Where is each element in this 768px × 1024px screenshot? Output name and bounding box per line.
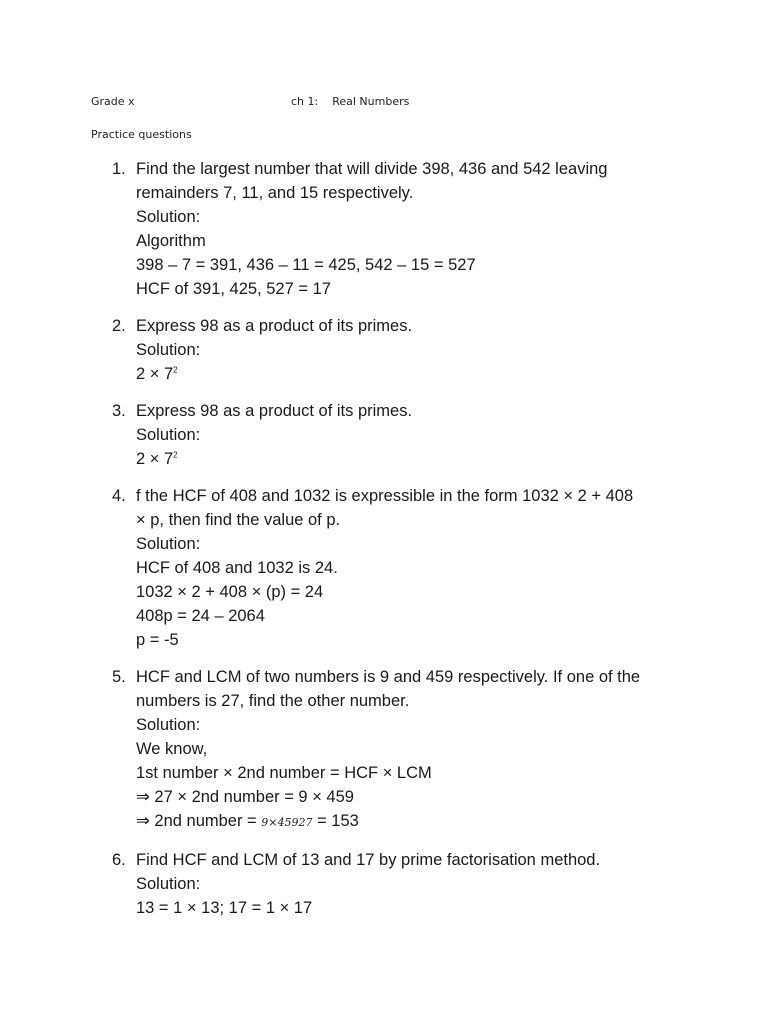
question-text: Express 98 as a product of its primes. bbox=[136, 402, 413, 420]
question-list bbox=[112, 157, 672, 933]
solution-line: We know, bbox=[136, 740, 208, 758]
question-number: 2. bbox=[112, 317, 126, 335]
solution-line: 1st number × 2nd number = HCF × LCM bbox=[136, 764, 432, 782]
question-number: 4. bbox=[112, 487, 126, 505]
answer-base: 2 × 7 bbox=[136, 365, 174, 383]
solution-label: Solution: bbox=[136, 341, 201, 359]
solution-line: 13 = 1 × 13; 17 = 1 × 17 bbox=[136, 899, 313, 917]
question-number: 6. bbox=[112, 851, 126, 869]
question-text: Express 98 as a product of its primes. bbox=[136, 317, 413, 335]
solution-label: Solution: bbox=[136, 875, 201, 893]
question-text: remainders 7, 11, and 15 respectively. bbox=[136, 184, 414, 202]
question-number: 5. bbox=[112, 668, 126, 686]
question-1 bbox=[112, 157, 672, 301]
question-number: 3. bbox=[112, 402, 126, 420]
solution-answer bbox=[136, 447, 672, 471]
question-text: Find HCF and LCM of 13 and 17 by prime factorisation method. bbox=[136, 851, 601, 869]
chapter-title: ch 1: Real Numbers bbox=[291, 95, 410, 108]
question-2 bbox=[112, 314, 672, 386]
line-prefix: ⇒ 2nd number = bbox=[136, 812, 262, 830]
solution-line: ⇒ 27 × 2nd number = 9 × 459 bbox=[136, 788, 354, 806]
question-text: × p, then find the value of p. bbox=[136, 511, 341, 529]
solution-line: Algorithm bbox=[136, 232, 206, 250]
solution-line: 1032 × 2 + 408 × (p) = 24 bbox=[136, 583, 324, 601]
answer-exponent: 2 bbox=[173, 365, 178, 375]
question-text: Find the largest number that will divide 398, 436 and 542 leaving bbox=[136, 160, 608, 178]
solution-answer bbox=[136, 362, 672, 386]
solution-line bbox=[136, 809, 672, 835]
question-text: f the HCF of 408 and 1032 is expressible in the form 1032 × 2 + 408 bbox=[136, 487, 634, 505]
solution-label: Solution: bbox=[136, 535, 201, 553]
question-text: HCF and LCM of two numbers is 9 and 459 respectively. If one of the bbox=[136, 668, 641, 686]
question-text: numbers is 27, find the other number. bbox=[136, 692, 410, 710]
solution-label: Solution: bbox=[136, 426, 201, 444]
practice-heading: Practice questions bbox=[91, 128, 192, 141]
solution-line: p = -5 bbox=[136, 631, 179, 649]
line-suffix: = 153 bbox=[312, 812, 359, 830]
fraction: 9×45927 bbox=[261, 816, 313, 829]
question-5 bbox=[112, 665, 672, 835]
solution-line: 408p = 24 – 2064 bbox=[136, 607, 265, 625]
question-6 bbox=[112, 848, 672, 920]
solution-label: Solution: bbox=[136, 716, 201, 734]
solution-line: 398 – 7 = 391, 436 – 11 = 425, 542 – 15 = 527 bbox=[136, 256, 476, 274]
answer-base: 2 × 7 bbox=[136, 450, 174, 468]
question-3 bbox=[112, 399, 672, 471]
question-number: 1. bbox=[112, 160, 126, 178]
solution-line: HCF of 408 and 1032 is 24. bbox=[136, 559, 338, 577]
solution-line: HCF of 391, 425, 527 = 17 bbox=[136, 280, 331, 298]
solution-label: Solution: bbox=[136, 208, 201, 226]
answer-exponent: 2 bbox=[173, 450, 178, 460]
question-4 bbox=[112, 484, 672, 652]
grade-label: Grade x bbox=[91, 95, 135, 108]
